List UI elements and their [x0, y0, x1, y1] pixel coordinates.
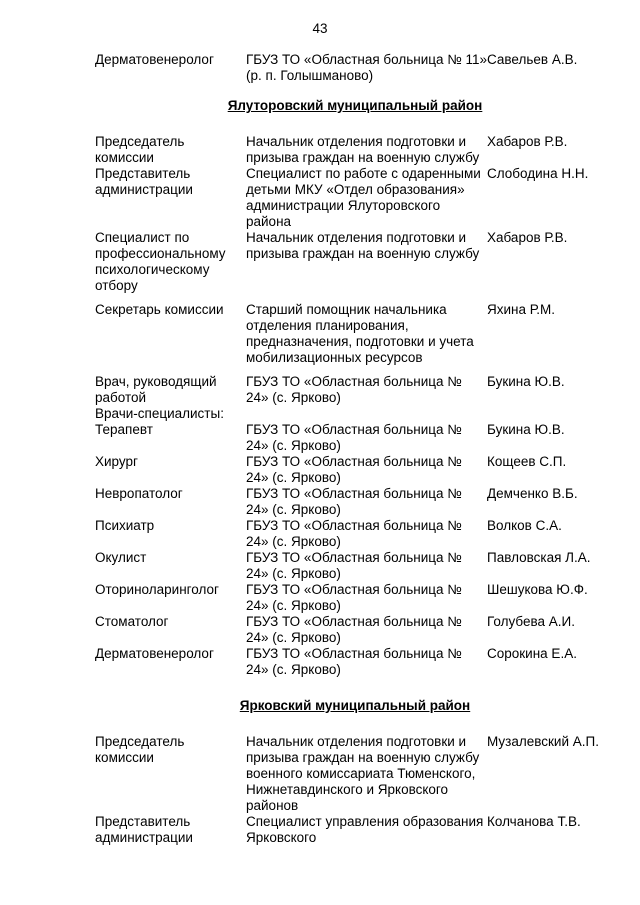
org-cell: Начальник отделения подготовки и призыва граждан на военную службу	[246, 134, 480, 165]
org-cell: ГБУЗ ТО «Областная больница № 24» (с. Ярково)	[246, 422, 462, 453]
table-row	[95, 582, 615, 614]
section-continuation	[95, 52, 615, 84]
role-cell: Стоматолог	[95, 614, 169, 629]
table-row	[95, 734, 615, 814]
name-cell: Букина Ю.В.	[487, 422, 565, 437]
org-cell: ГБУЗ ТО «Областная больница № 24» (с. Ярково)	[246, 550, 462, 581]
org-cell: ГБУЗ ТО «Областная больница № 24» (с. Ярково)	[246, 614, 462, 645]
name-cell: Хабаров Р.В.	[487, 134, 568, 149]
page-number: 43	[312, 21, 328, 36]
section-heading: Ялуторовский муниципальный район	[227, 98, 483, 113]
table-row	[95, 614, 615, 646]
name-cell: Демченко В.Б.	[487, 486, 578, 501]
name-cell: Савельев А.В.	[487, 52, 578, 67]
role-cell: Психиатр	[95, 518, 155, 533]
document-body	[95, 52, 615, 846]
table-row	[95, 166, 615, 230]
table-row	[95, 486, 615, 518]
org-cell: Специалист по работе с одаренными детьми МКУ «Отдел образования» администрации Ялуторовского района	[246, 166, 481, 229]
table-row	[95, 646, 615, 678]
name-cell: Голубева А.И.	[487, 614, 575, 629]
table-row	[95, 454, 615, 486]
role-cell: Дерматовенеролог	[95, 646, 214, 661]
role-cell: Представитель администрации	[95, 166, 193, 197]
table-row	[95, 52, 615, 84]
org-cell: Начальник отделения подготовки и призыва граждан на военную службу	[246, 230, 480, 261]
table-row	[95, 518, 615, 550]
role-cell: Дерматовенеролог	[95, 52, 214, 67]
org-cell: Старший помощник начальника отделения планирования, предназначения, подготовки и учета мобилизационных ресурсов	[246, 302, 474, 365]
table-row	[95, 406, 615, 422]
name-cell: Яхина Р.М.	[487, 302, 555, 317]
org-cell: ГБУЗ ТО «Областная больница № 11» (р. п. Голышманово)	[246, 52, 488, 83]
role-cell: Невропатолог	[95, 486, 183, 501]
org-cell: Начальник отделения подготовки и призыва граждан на военную службу военного комиссариата Тюменского, Нижнетавдинского и Ярковского районов	[246, 734, 480, 813]
role-cell: Представитель администрации	[95, 814, 193, 845]
table-row	[95, 550, 615, 582]
name-cell: Кощеев С.П.	[487, 454, 567, 469]
name-cell: Хабаров Р.В.	[487, 230, 568, 245]
name-cell: Волков С.А.	[487, 518, 562, 533]
role-cell: Председатель комиссии	[95, 134, 185, 165]
role-cell: Председатель комиссии	[95, 734, 185, 765]
role-cell: Врачи-специалисты:	[95, 406, 224, 421]
org-cell: Специалист управления образования Ярковского	[246, 814, 484, 845]
role-cell: Окулист	[95, 550, 147, 565]
org-cell: ГБУЗ ТО «Областная больница № 24» (с. Ярково)	[246, 518, 462, 549]
org-cell: ГБУЗ ТО «Областная больница № 24» (с. Ярково)	[246, 582, 462, 613]
org-cell: ГБУЗ ТО «Областная больница № 24» (с. Ярково)	[246, 454, 462, 485]
role-cell: Специалист по профессиональному психологическому отбору	[95, 230, 226, 293]
name-cell: Шешукова Ю.Ф.	[487, 582, 588, 597]
section-heading: Ярковский муниципальный район	[239, 698, 471, 713]
table-row	[95, 230, 615, 294]
name-cell: Слободина Н.Н.	[487, 166, 589, 181]
section-yarkovsky	[95, 698, 615, 846]
table-row	[95, 814, 615, 846]
org-cell: ГБУЗ ТО «Областная больница № 24» (с. Ярково)	[246, 374, 462, 405]
role-cell: Врач, руководящий работой	[95, 374, 217, 405]
name-cell: Букина Ю.В.	[487, 374, 565, 389]
role-cell: Хирург	[95, 454, 138, 469]
name-cell: Колчанова Т.В.	[487, 814, 581, 829]
table-row	[95, 422, 615, 454]
table-row	[95, 374, 615, 406]
role-cell: Оториноларинголог	[95, 582, 219, 597]
name-cell: Музалевский А.П.	[487, 734, 599, 749]
role-cell: Терапевт	[95, 422, 153, 437]
name-cell: Сорокина Е.А.	[487, 646, 577, 661]
org-cell: ГБУЗ ТО «Областная больница № 24» (с. Ярково)	[246, 646, 462, 677]
role-cell: Секретарь комиссии	[95, 302, 224, 317]
org-cell: ГБУЗ ТО «Областная больница № 24» (с. Ярково)	[246, 486, 462, 517]
section-yalutorovsky	[95, 98, 615, 678]
table-row	[95, 134, 615, 166]
name-cell: Павловская Л.А.	[487, 550, 591, 565]
table-row	[95, 302, 615, 366]
